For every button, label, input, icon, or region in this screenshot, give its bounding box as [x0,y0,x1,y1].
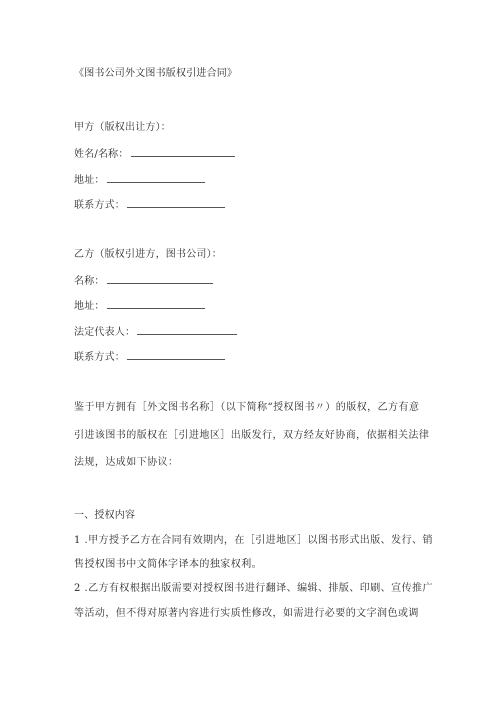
clause-number: 2 [74,583,81,594]
clause-line: 等活动，但不得对原著内容进行实质性修改，如需进行必要的文字润色或调 [74,608,419,619]
field-label: 名称： [74,276,105,287]
party-a-address-field [74,172,205,188]
party-b-heading: 乙方（版权引进方，图书公司）： [74,249,222,260]
preamble-line: 法规，达成如下协议： [74,457,179,468]
fill-in-blank [127,349,225,360]
fill-in-blank [137,324,237,335]
clause-text: .乙方有权根据出版需要对授权图书进行翻译、编辑、排版、印刷、宣传推广 [84,583,433,594]
clause-line [74,582,433,596]
field-label: 姓名/名称： [74,149,129,160]
clause-number: 1 [74,535,81,546]
field-label: 地址： [74,175,105,186]
field-label: 地址： [74,301,105,312]
preamble-line: 引进该图书的版权在［引进地区］出版发行，双方经友好协商，依据相关法律 [74,430,430,441]
clause-line [74,534,433,548]
fill-in-blank [127,197,225,208]
preamble-line: 鉴于甲方拥有［外文图书名称］（以下简称“授权图书〃）的版权，乙方有意 [74,402,420,413]
field-label: 联系方式： [74,352,125,363]
party-a-name-field [74,146,235,162]
party-a-heading: 甲方（版权出让方）： [74,122,171,133]
contract-title: 《图书公司外文图书版权引进合同》 [74,68,238,79]
fill-in-blank [131,146,235,157]
clause-text: .甲方授予乙方在合同有效期内，在［引进地区］以图书形式出版、发行、销 [84,535,433,546]
fill-in-blank [107,172,205,183]
party-a-contact-field [74,197,225,213]
party-b-name-field [74,273,213,289]
party-b-address-field [74,298,205,314]
field-label: 法定代表人： [74,327,136,338]
fill-in-blank [107,298,205,309]
clause-line: 售授权图书中文简体字译本的独家权利。 [74,559,263,570]
section-heading: 一、授权内容 [74,510,136,521]
fill-in-blank [107,273,213,284]
party-b-representative-field [74,324,237,340]
field-label: 联系方式： [74,200,125,211]
party-b-contact-field [74,349,225,365]
